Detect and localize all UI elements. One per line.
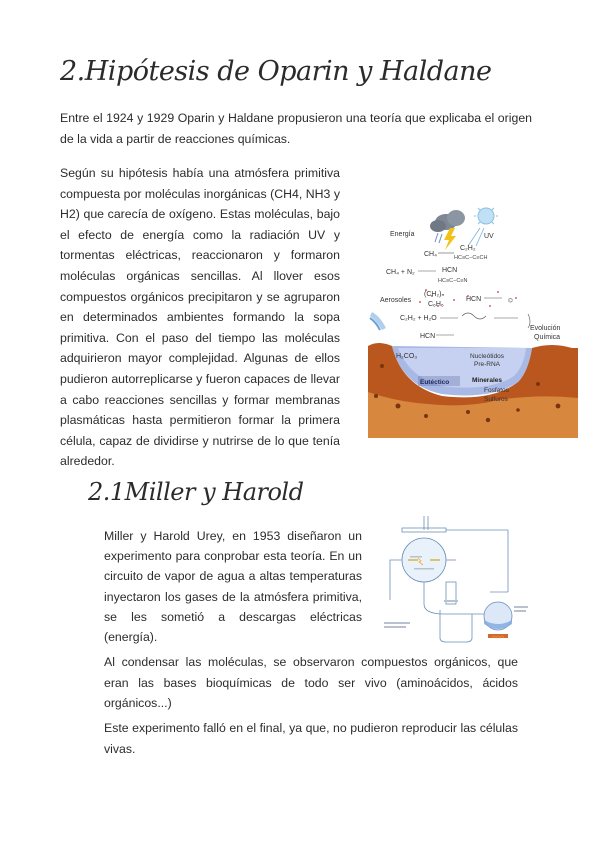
flask-boiling-water [484,602,512,638]
label-c2h2-h2o: C₂H₂ + H₂O [400,315,437,322]
label-c2h2: C₂H₂ [460,245,476,252]
label-quimica: Química [534,334,561,341]
hypothesis-paragraph: Según su hipótesis había una atmósfera primitiva compuesta por moléculas inorgánicas (CH4, NH3 y H2) que carecía de oxígeno. Estas moléculas, bajo el efecto de energía como la radiación UV y tormentas eléctricas, reaccionaron y formaron moléculas orgánicas sencillas. Al llover esos compuestos orgánicos precipitaron y se agruparon en determinados ambientes formando la sopa primitiva. Con el paso del tiempo las moléculas adquirieron mayor complejidad. Algunas de ellos pudieron autorreplicarse y fueron capaces de llevar a cabo reacciones sencillas y formar membranas plasmáticas hasta permitieron formar la primera célula, capaz de dividirse y nutrirse de lo que tenía alrededor. [60,166,340,469]
steam-vent-icon [370,312,386,330]
miller-paragraph-1: Miller y Harold Urey, en 1953 diseñaron un experimento para conprobar esta teoría. En un circuito de vapor de agua a altas temperaturas inyectaron los gases de la atmósfera primitiva, se les sometió a descargas eléctricas (energía). [104,529,362,645]
miller-paragraph-2: Al condensar las moléculas, se observaron compuestos orgánicos, que eran las bases bioquímicas de todo ser vivo (aminoácidos, ácidos orgánicos...) [104,655,518,711]
label-hcch: HC≡C−C≡CH [454,255,488,261]
intro-paragraph: Entre el 1924 y 1929 Oparin y Haldane propusieron una teoría que explicaba el origen de la vida a partir de reacciones químicas. [60,111,532,146]
label-hcn-2: HCN [466,296,482,303]
label-sulfuros: Sulfuros [484,396,508,403]
sun-icon [468,206,498,246]
section-heading-miller-harold: 2.1Miller y Harold [88,478,304,506]
label-molecule-1: ⌬ [508,298,513,304]
label-hcccn: HC≡C−C≡N [438,278,468,284]
primordial-soup-diagram [368,206,578,438]
label-ch4-n2: CH₄ + N₂ [386,269,415,276]
label-fosfatos: Fosfatos [484,387,509,394]
miller-paragraph-3: Este experimento falló en el final, ya que, no pudieron reproducir las células vivas. [104,721,518,756]
label-aerosoles: Aerosoles [380,297,412,304]
label-evolucion: Evolución [530,325,561,332]
label-nucleotidos: Nucleótidos [470,353,504,360]
miller-urey-apparatus-diagram [380,512,530,644]
label-hcn-3: HCN [420,333,436,340]
label-hcn-1: HCN [442,267,458,274]
label-eutectico: Eutéctico [420,379,450,386]
section-heading-oparin-haldane: 2.Hipótesis de Oparin y Haldane [60,56,492,87]
label-ch2n: (CH₂)ₙ [424,291,445,298]
label-minerales: Minerales [472,377,502,384]
label-c6h6: C₆H₆ [428,301,444,308]
storm-cloud-icon [430,210,465,250]
label-ch4: CH₄ [424,251,437,258]
label-prerna: Pre-RNA [474,361,501,368]
label-energia: Energía [390,231,415,238]
label-uv: UV [484,233,494,240]
label-h2co3: H₂CO₃ [396,353,418,360]
